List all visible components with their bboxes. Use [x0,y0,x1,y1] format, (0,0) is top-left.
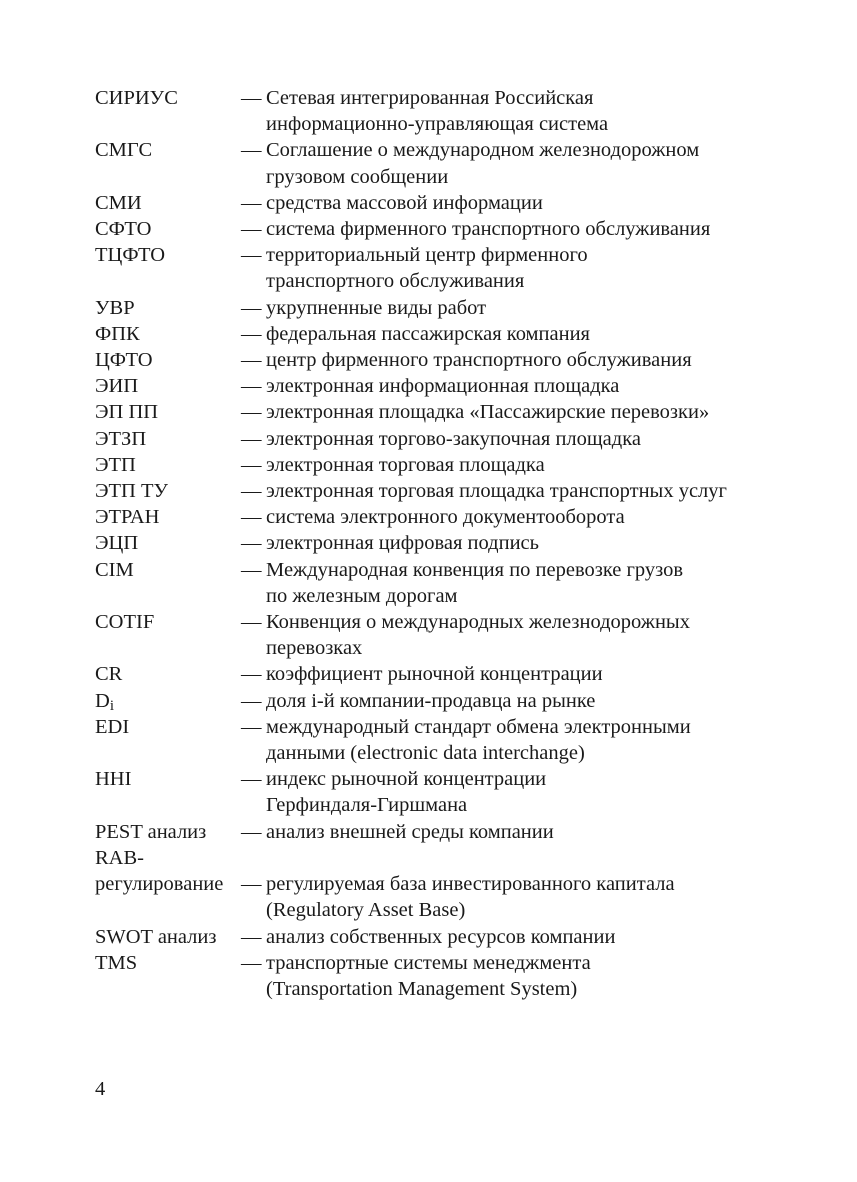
em-dash: — [241,873,262,896]
abbreviation-term-text: СМГС [95,139,153,162]
abbreviation-term-text: ЭИП [95,375,139,398]
em-dash: — [241,139,262,162]
abbreviation-definition [241,190,835,216]
em-dash: — [241,925,262,948]
definition-line: система электронного документооборота [266,506,625,529]
definition-line: информационно-управляющая система [266,113,609,136]
abbreviation-entry [95,609,835,661]
abbreviation-term-text: ТЦФТО [95,244,166,267]
em-dash: — [241,427,262,450]
abbreviation-term [95,871,223,897]
abbreviation-term [95,399,158,425]
abbreviation-term [95,478,168,504]
definition-line: транспортного обслуживания [266,270,525,293]
abbreviation-entry [95,924,835,950]
abbreviation-term-text: ЭТРАН [95,506,160,529]
abbreviation-term [95,504,159,530]
abbreviation-list [95,85,835,1002]
abbreviation-entry [95,373,835,399]
definition-line: анализ собственных ресурсов компании [266,925,616,948]
abbreviation-definition [241,688,835,714]
abbreviation-term-text: CR [95,663,123,686]
abbreviation-entry [95,766,835,818]
abbreviation-entry [95,452,835,478]
abbreviation-term [95,347,153,373]
definition-line: транспортные системы менеджмента [266,951,591,974]
abbreviation-term-text: УВР [95,296,135,319]
abbreviation-term-text: SWOT анализ [95,925,217,948]
definition-line: перевозках [266,637,363,660]
abbreviation-term-text: ЭТП [95,453,136,476]
definition-line: по железным дорогам [266,584,458,607]
definition-line: электронная цифровая подпись [266,532,539,555]
abbreviation-term-text: HHI [95,768,132,791]
abbreviation-definition [241,871,835,923]
em-dash: — [241,951,262,974]
abbreviation-subscript: i [109,697,114,714]
abbreviation-entry [95,661,835,687]
em-dash: — [241,768,262,791]
abbreviation-definition [241,216,835,242]
abbreviation-definition [241,85,835,137]
abbreviation-term-text: RAB- [95,846,144,869]
abbreviation-definition [241,426,835,452]
abbreviation-definition [241,924,835,950]
definition-line: Конвенция о международных железнодорожных [266,611,690,634]
abbreviation-definition [241,137,835,189]
definition-line: анализ внешней среды компании [266,820,554,843]
abbreviation-term-text: СМИ [95,191,142,214]
definition-line: Герфиндаля-Гиршмана [266,794,468,817]
abbreviation-term-text: ЦФТО [95,349,153,372]
abbreviation-entry [95,478,835,504]
em-dash: — [241,244,262,267]
abbreviation-definition [241,661,835,687]
definition-line: индекс рыночной концентрации [266,768,547,791]
em-dash: — [241,611,262,634]
abbreviation-entry [95,688,835,714]
abbreviation-term-text: COTIF [95,611,155,634]
definition-line: центр фирменного транспортного обслуживания [266,349,692,372]
abbreviation-term [95,845,144,871]
em-dash: — [241,375,262,398]
em-dash: — [241,820,262,843]
abbreviation-term-text: ЭТЗП [95,427,147,450]
abbreviation-entry [95,321,835,347]
abbreviation-term [95,924,216,950]
definition-line: электронная торговая площадка транспортных услуг [266,480,727,503]
abbreviation-definition [241,557,835,609]
definition-line: (Regulatory Asset Base) [266,899,466,922]
abbreviation-term [95,530,138,556]
abbreviation-entry [95,714,835,766]
abbreviation-term-text: CIM [95,558,134,581]
abbreviation-definition [241,845,835,871]
em-dash: — [241,296,262,319]
abbreviation-definition [241,242,835,294]
abbreviation-entry [95,871,835,923]
abbreviation-entry [95,347,835,373]
abbreviation-definition [241,819,835,845]
abbreviation-definition [241,950,835,1002]
abbreviation-entry [95,530,835,556]
abbreviation-term-text: ФПК [95,322,140,345]
abbreviation-term-text: ЭТП ТУ [95,480,169,503]
em-dash: — [241,453,262,476]
abbreviation-entry [95,216,835,242]
definition-line: укрупненные виды работ [266,296,487,319]
abbreviation-definition [241,766,835,818]
definition-line: данными (electronic data interchange) [266,742,585,765]
em-dash: — [241,401,262,424]
em-dash: — [241,218,262,241]
abbreviation-definition [241,452,835,478]
definition-line: федеральная пассажирская компания [266,322,590,345]
abbreviation-term [95,216,151,242]
abbreviation-entry [95,819,835,845]
abbreviation-entry [95,426,835,452]
abbreviation-term-text: PEST анализ [95,820,207,843]
abbreviation-term [95,557,134,583]
abbreviation-term [95,321,140,347]
definition-line: электронная торговая площадка [266,453,545,476]
abbreviation-term-text: TMS [95,951,138,974]
abbreviation-entry [95,399,835,425]
abbreviation-definition [241,347,835,373]
abbreviation-term-text: EDI [95,715,130,738]
abbreviation-definition [241,530,835,556]
abbreviation-entry [95,845,835,871]
abbreviation-term [95,714,129,740]
abbreviation-entry [95,295,835,321]
abbreviation-entry [95,557,835,609]
em-dash: — [241,558,262,581]
definition-line: электронная площадка «Пассажирские перевозки» [266,401,710,424]
em-dash: — [241,349,262,372]
page-number: 4 [95,1078,106,1100]
em-dash: — [241,689,262,712]
abbreviation-term [95,426,146,452]
abbreviation-term [95,950,137,976]
abbreviation-term-text: СФТО [95,218,152,241]
abbreviation-definition [241,295,835,321]
definition-line: международный стандарт обмена электронными [266,715,691,738]
em-dash: — [241,322,262,345]
abbreviation-definition [241,504,835,530]
em-dash: — [241,715,262,738]
definition-line: регулируемая база инвестированного капитала [266,873,675,896]
em-dash: — [241,480,262,503]
definition-line: средства массовой информации [266,191,543,214]
abbreviation-term [95,190,142,216]
abbreviation-term [95,766,131,792]
abbreviation-entry [95,950,835,1002]
definition-line: Сетевая интегрированная Российская [266,87,594,109]
definition-line: грузовом сообщении [266,165,449,188]
abbreviation-definition [241,373,835,399]
em-dash: — [241,191,262,214]
abbreviation-term-text: D [95,689,110,712]
abbreviation-term [95,242,165,268]
abbreviation-term [95,85,178,111]
abbreviation-definition [241,321,835,347]
abbreviation-term [95,661,122,687]
abbreviation-definition [241,399,835,425]
abbreviation-term [95,295,135,321]
abbreviation-term [95,373,138,399]
definition-line: территориальный центр фирменного [266,244,588,267]
abbreviation-definition [241,609,835,661]
em-dash: — [241,506,262,529]
definition-line: доля i-й компании-продавца на рынке [266,689,596,712]
abbreviation-term [95,609,154,635]
em-dash: — [241,663,262,686]
abbreviation-entry [95,137,835,189]
definition-line: Соглашение о международном железнодорожном [266,139,700,162]
abbreviation-term [95,452,136,478]
em-dash: — [241,532,262,555]
definition-line: система фирменного транспортного обслуживания [266,218,711,241]
abbreviation-definition [241,714,835,766]
abbreviation-term [95,137,152,163]
definition-line: (Transportation Management System) [266,977,578,1000]
abbreviation-entry [95,85,835,137]
definition-line: электронная торгово-закупочная площадка [266,427,641,450]
abbreviation-entry [95,242,835,294]
abbreviation-term-text: ЭП ПП [95,401,159,424]
abbreviation-term [95,819,206,845]
abbreviation-entry [95,504,835,530]
abbreviation-term-text: регулирование [95,873,224,896]
em-dash: — [241,87,262,109]
definition-line: Международная конвенция по перевозке грузов [266,558,684,581]
abbreviation-definition [241,478,835,504]
abbreviation-entry [95,190,835,216]
abbreviation-term-text: СИРИУС [95,87,178,109]
definition-line: коэффициент рыночной концентрации [266,663,603,686]
definition-line: электронная информационная площадка [266,375,620,398]
abbreviation-term-text: ЭЦП [95,532,139,555]
